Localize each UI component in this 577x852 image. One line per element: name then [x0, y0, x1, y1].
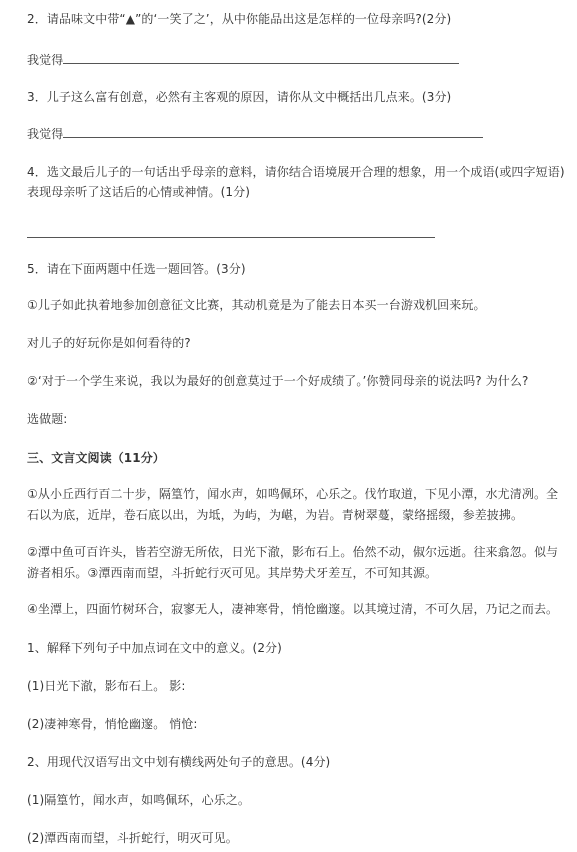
classical-question-2-b: (2)潭西南而望，斗折蛇行，明灭可见。	[27, 831, 238, 845]
question-4-line-2: 表现母亲听了这话后的心情或神情。(1分)	[27, 185, 250, 199]
classical-paragraph-1: ①从小丘西行百二十步，隔篁竹，闻水声，如鸣佩环，心乐之。伐竹取道，下见小潭，水尤清冽。全石以为底，近岸，卷石底以出，为坻，为屿，为嵁，为岩。青树翠蔓，蒙络摇缀，参差披拂。	[27, 487, 559, 522]
answer-prefix: 我觉得	[27, 127, 64, 141]
classical-paragraph-4: ④坐潭上，四面竹树环合，寂寥无人，凄神寒骨，悄怆幽邃。以其境过清，不可久居，乃记之而去。	[27, 602, 559, 616]
question-4-line-1: 4．选文最后儿子的一句话出乎母亲的意料，请你结合语境展开合理的想象，用一个成语(或四字短语)	[27, 165, 565, 179]
question-5: 5．请在下面两题中任选一题回答。(3分)	[27, 262, 246, 276]
question-5-choice: 选做题:	[27, 412, 68, 426]
blank-line	[63, 50, 459, 64]
question-5-option-1-prompt: 对儿子的好玩你是如何看待的?	[27, 336, 191, 350]
question-3: 3．儿子这么富有创意，必然有主客观的原因，请你从文中概括出几点来。(3分)	[27, 90, 452, 104]
classical-paragraph-2: ②潭中鱼可百许头，皆若空游无所依，日光下澈，影布石上。佁然不动，俶尔远逝。往来翕忽。似与游者相乐。③潭西南而望，斗折蛇行灭可见。其岸势犬牙差互，不可知其源。	[27, 545, 559, 580]
classical-question-2: 2、用现代汉语写出文中划有横线两处句子的意思。(4分)	[27, 755, 331, 769]
blank-line	[27, 224, 435, 238]
question-2: 2．请品味文中带“▲”的‘一笑了之’，从中你能品出这是怎样的一位母亲吗?(2分)	[27, 12, 452, 26]
classical-question-1-b: (2)凄神寒骨，悄怆幽邃。 悄怆:	[27, 717, 198, 731]
answer-line-q3	[27, 124, 567, 144]
answer-line-q4	[27, 224, 567, 244]
section-3-heading: 三、文言文阅读（11分）	[27, 451, 165, 465]
question-5-option-1: ①儿子如此执着地参加创意征文比赛，其动机竟是为了能去日本买一台游戏机回来玩。	[27, 298, 486, 312]
classical-question-2-a: (1)隔篁竹，闻水声，如鸣佩环，心乐之。	[27, 793, 250, 807]
classical-question-1: 1、解释下列句子中加点词在文中的意义。(2分)	[27, 641, 282, 655]
blank-line	[63, 124, 483, 138]
answer-line-q2	[27, 50, 567, 70]
answer-prefix: 我觉得	[27, 53, 64, 67]
classical-question-1-a: (1)日光下澈，影布石上。 影:	[27, 679, 186, 693]
question-5-option-2: ②‘对于一个学生来说，我以为最好的创意莫过于一个好成绩了。’你赞同母亲的说法吗? 为什么?	[27, 374, 529, 388]
